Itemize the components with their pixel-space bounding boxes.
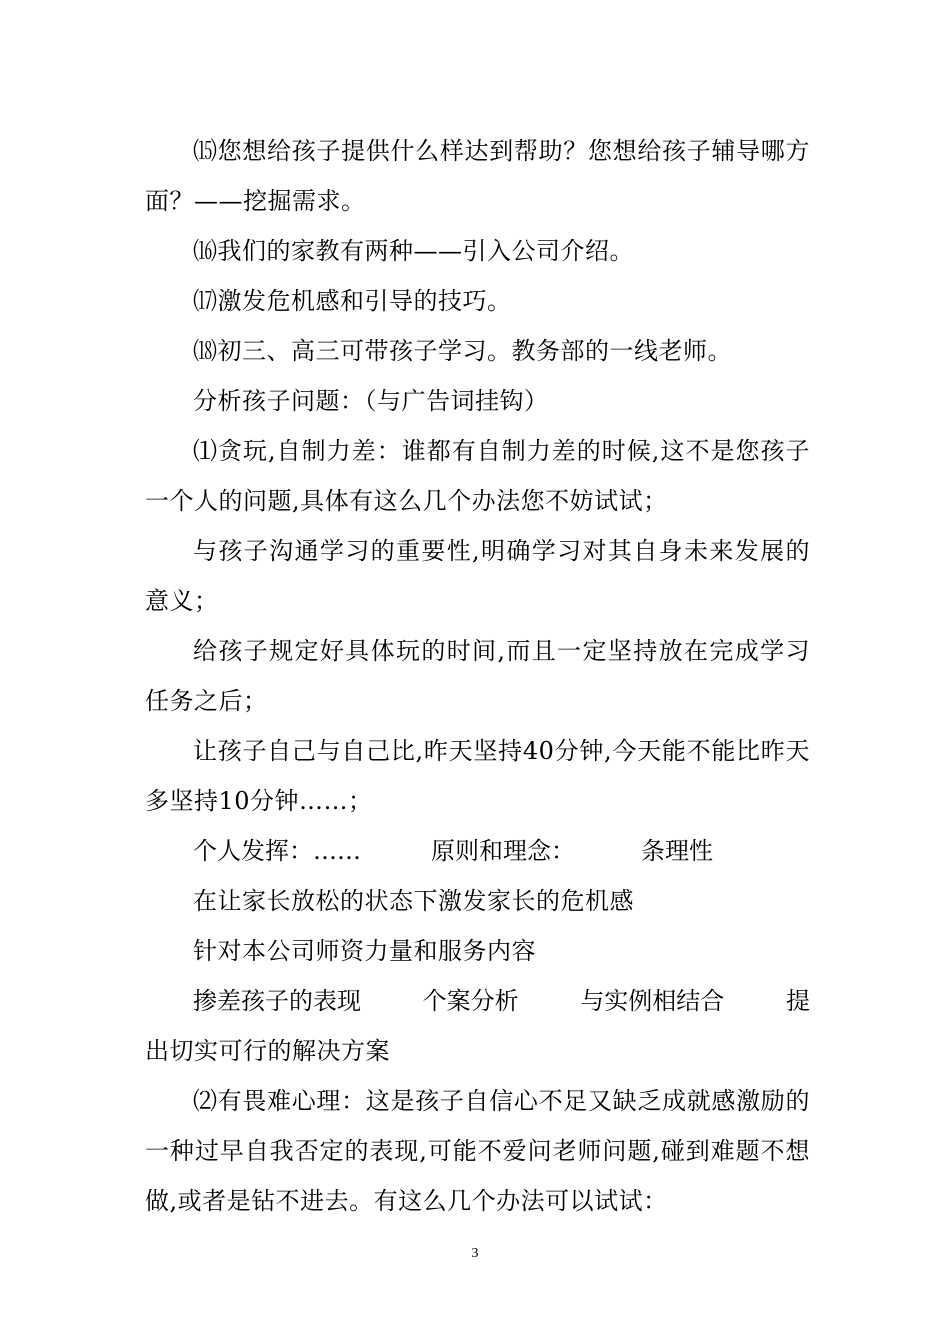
- principles-item-structure: 条理性: [641, 837, 713, 865]
- paragraph-problem-1: ⑴贪玩,自制力差：谁都有自制力差的时候,这不是您孩子一个人的问题,具体有这么几个办法您不妨试试；: [145, 437, 810, 515]
- problem-item-propose: 提: [785, 987, 810, 1015]
- page-number: 3: [471, 1246, 479, 1261]
- problem-item-example: 与实例相结合: [580, 987, 725, 1015]
- paragraph-crisis: 在让家长放松的状态下激发家长的危机感: [193, 887, 634, 915]
- problem-item-case: 个案分析: [422, 987, 519, 1015]
- paragraph-problem-2: ⑵有畏难心理：这是孩子自信心不足又缺乏成就感激励的一种过早自我否定的表现,可能不爱问老师问题,碰到难题不想做,或者是钻不进去。有这么几个办法可以试试：: [145, 1087, 810, 1215]
- principles-item-principles: 原则和理念：: [431, 837, 575, 865]
- section-heading-analysis: 分析孩子问题：（与广告词挂钩）: [193, 387, 549, 415]
- principles-item-personal: 个人发挥：……: [193, 837, 361, 865]
- paragraph-17: ⒄激发危机感和引导的技巧。: [193, 287, 512, 315]
- paragraph-15: ⒂您想给孩子提供什么样达到帮助？您想给孩子辅导哪方面？——挖掘需求。: [145, 137, 810, 215]
- principles-row: [145, 826, 810, 876]
- paragraph-16: ⒃我们的家教有两种——引入公司介绍。: [193, 237, 634, 265]
- paragraph-method-1: 与孩子沟通学习的重要性,明确学习对其自身未来发展的意义；: [145, 537, 810, 615]
- document-body: [145, 126, 810, 1226]
- problem-row: [145, 976, 810, 1026]
- paragraph-method-3: 让孩子自己与自己比,昨天坚持40分钟,今天能不能比昨天多坚持10分钟……；: [145, 737, 810, 815]
- paragraph-teachers: 针对本公司师资力量和服务内容: [193, 937, 536, 965]
- problem-row-continued: 出切实可行的解决方案: [145, 1037, 390, 1065]
- paragraph-method-2: 给孩子规定好具体玩的时间,而且一定坚持放在完成学习任务之后；: [145, 637, 810, 715]
- paragraph-18: ⒅初三、高三可带孩子学习。教务部的一线老师。: [193, 337, 732, 365]
- problem-item-performance: 掺差孩子的表现: [193, 987, 361, 1015]
